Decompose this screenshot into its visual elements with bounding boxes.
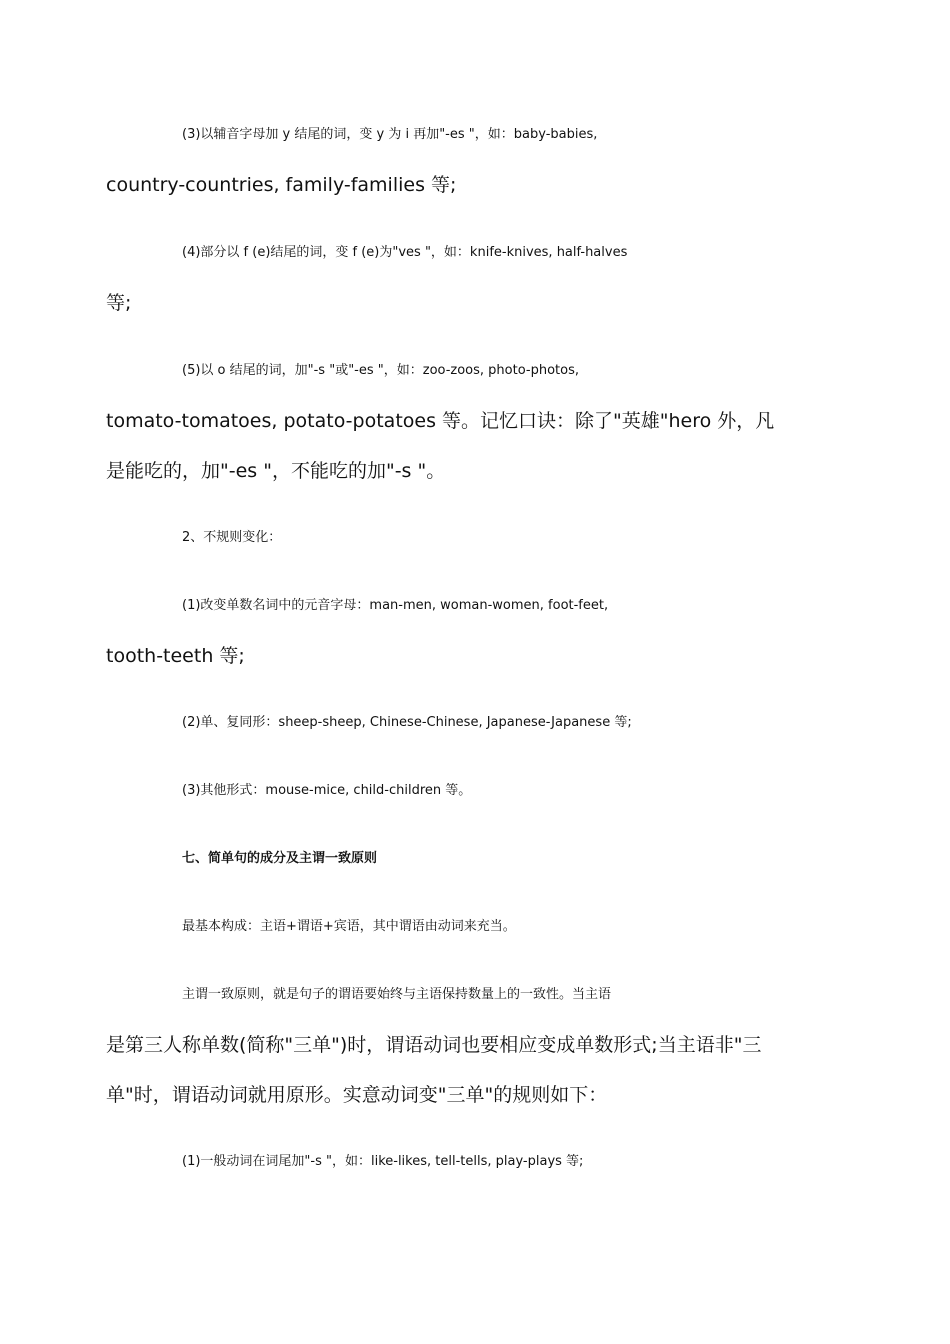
text-line: 等; <box>106 292 132 314</box>
paragraph-irregular-other <box>144 766 810 816</box>
text-line: (3)以辅音字母加 y 结尾的词，变 y 为 i 再加"-es "，如：baby-babies, <box>182 127 598 142</box>
paragraph-irregular-same-form <box>144 698 810 748</box>
paragraph-o-ending-rule <box>106 346 810 496</box>
text-line: (5)以 o 结尾的词，加"-s "或"-es "，如：zoo-zoos, photo-photos, <box>182 363 580 378</box>
text-line: 是能吃的，加"-es "，不能吃的加"-s "。 <box>106 460 446 482</box>
text-line: 主谓一致原则，就是句子的谓语要始终与主语保持数量上的一致性。当主语 <box>182 987 612 1002</box>
text-line: 2、不规则变化： <box>182 530 282 545</box>
text-line: 单"时，谓语动词就用原形。实意动词变"三单"的规则如下： <box>106 1084 608 1106</box>
section-heading <box>144 834 810 884</box>
paragraph-irregular-vowel <box>106 581 810 681</box>
text-line: (4)部分以 f (e)结尾的词，变 f (e)为"ves "，如：knife-knives, half-halves <box>182 245 628 260</box>
text-line: (3)其他形式：mouse-mice, child-children 等。 <box>182 783 472 798</box>
paragraph-verb-rule-1 <box>144 1137 810 1187</box>
text-line: (1)一般动词在词尾加"-s "，如：like-likes, tell-tells, play-plays 等; <box>182 1154 584 1169</box>
paragraph-basic-structure <box>144 902 810 952</box>
text-line: 最基本构成：主语+谓语+宾语，其中谓语由动词来充当。 <box>182 919 516 934</box>
text-line: tooth-teeth 等; <box>106 645 245 667</box>
text-line: tomato-tomatoes, potato-potatoes 等。记忆口诀：除了"英雄"hero 外，凡 <box>106 410 775 432</box>
text-line: (1)改变单数名词中的元音字母：man-men, woman-women, foot-feet, <box>182 598 609 613</box>
paragraph-y-ending-rule <box>106 110 810 210</box>
irregular-change-title <box>144 513 810 563</box>
section-title: 七、简单句的成分及主谓一致原则 <box>182 851 378 866</box>
text-line: country-countries, family-families 等; <box>106 174 457 196</box>
text-line: (2)单、复同形：sheep-sheep, Chinese-Chinese, Japanese-Japanese 等; <box>182 715 632 730</box>
paragraph-agreement-rule <box>106 970 810 1120</box>
text-line: 是第三人称单数(简称"三单")时，谓语动词也要相应变成单数形式;当主语非"三 <box>106 1034 762 1056</box>
paragraph-f-ending-rule <box>106 228 810 328</box>
